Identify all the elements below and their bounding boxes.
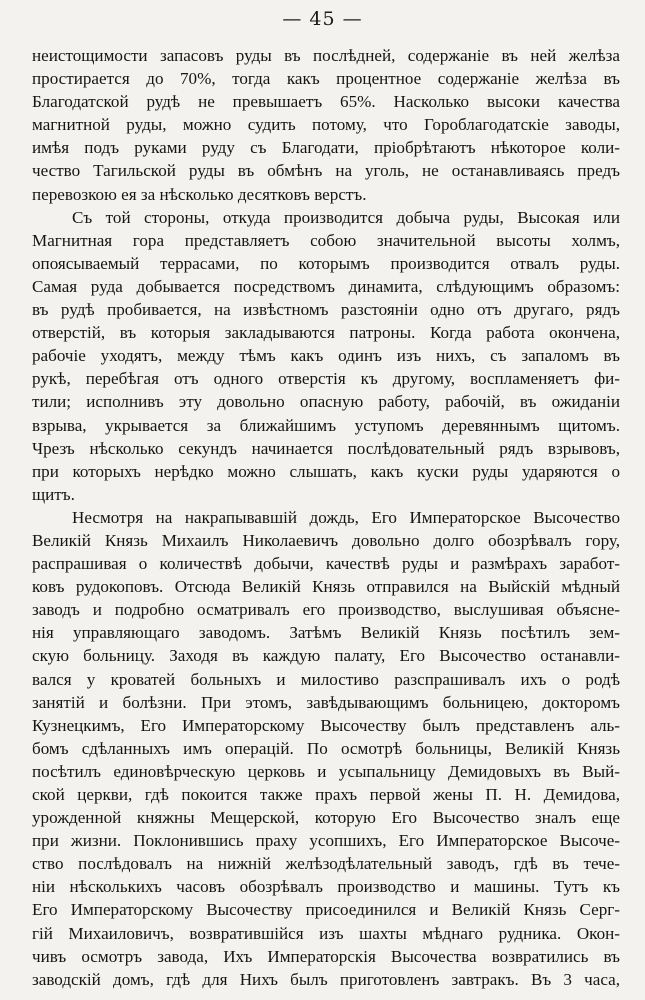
text-line: Самая руда добывается посредствомъ динамита, слѣдующимъ образомъ: [32, 276, 620, 296]
text-line: Его Императорскому Высочеству присоединился и Великій Князь Серг- [32, 900, 620, 920]
text-line: Благодатской рудѣ не превышаетъ 65%. Насколько высоки качества [32, 92, 620, 112]
text-line: посѣтилъ единовѣрческую церковь и усыпальницу Демидовыхъ въ Вый- [32, 761, 620, 781]
text-line: простирается до 70%, тогда какъ процентное содержаніе желѣза въ [32, 69, 620, 89]
body-text [32, 44, 620, 991]
text-line: урожденной княжны Мещерской, которую Его Высочество зналъ еще [32, 808, 620, 828]
text-line: опоясываемый террасами, по которымъ производится отвалъ руды. [32, 253, 620, 273]
text-line: въ рудѣ пробивается, на извѣстномъ разстояніи одно отъ другаго, рядъ [32, 300, 620, 320]
text-line: гій Михаиловичъ, возвратившійся изъ шахты мѣднаго рудника. Окон- [32, 923, 620, 943]
text-line: рабочіе уходятъ, между тѣмъ какъ одинъ изъ нихъ, съ запаломъ въ [32, 346, 620, 366]
text-line: ство послѣдовалъ на нижній желѣзодѣлательный заводъ, гдѣ въ тече- [32, 854, 620, 874]
text-line: магнитной руды, можно судить потому, что Гороблагодатскіе заводы, [32, 115, 620, 135]
text-line: Магнитная гора представляетъ собою значительной высоты холмъ, [32, 230, 620, 250]
text-line: вался у кроватей больныхъ и милостиво разспрашивалъ ихъ о родѣ [32, 669, 620, 689]
text-line: ской церкви, гдѣ покоится также прахъ первой жены П. Н. Демидова, [32, 785, 620, 804]
text-line: взрыва, укрывается за ближайшимъ уступомъ деревяннымъ щитомъ. [32, 415, 620, 435]
text-line: при жизни. Поклонившись праху усопшихъ, Его Императорское Высоче- [32, 831, 620, 851]
text-line: тили; исполнивъ эту довольно опасную работу, рабочій, въ ожиданіи [32, 392, 620, 412]
text-line: распрашивая о количествѣ добычи, качествѣ руды и размѣрахъ заработ- [32, 554, 620, 574]
text-line: Кузнецкимъ, Его Императорскому Высочеству былъ представленъ аль- [32, 715, 620, 735]
text-line: нія управляющаго заводомъ. Затѣмъ Великій Князь посѣтилъ зем- [32, 623, 620, 643]
text-line: неистощимости запасовъ руды въ послѣдней, содержаніе въ ней желѣза [32, 46, 620, 65]
text-line: ніи нѣсколькихъ часовъ обозрѣвалъ производство и машины. Тутъ къ [32, 877, 620, 897]
text-line: имѣя подъ руками руду съ Благодати, пріобрѣтаютъ нѣкоторое коли- [32, 138, 620, 158]
paragraph-first-line: Съ той стороны, откуда производится добыча руды, Высокая или [72, 207, 620, 227]
text-line: заводъ и подробно осматривалъ его производство, выслушивая объясне- [32, 600, 620, 620]
text-line: ковъ рудокоповъ. Отсюда Великій Князь отправился на Выйскій мѣдный [32, 577, 620, 597]
text-line: Великій Князь Михаилъ Николаевичъ довольно долго обозрѣвалъ гору, [32, 530, 620, 550]
text-line: чивъ осмотръ завода, Ихъ Императорскія Высочества возвратились въ [32, 946, 620, 966]
page-number: — 45 — [282, 8, 363, 30]
text-line: занятій и болѣзни. При этомъ, завѣдывающимъ больницею, докторомъ [32, 692, 620, 712]
text-line: бомъ сдѣланныхъ имъ операцій. По осмотрѣ больницы, Великій Князь [32, 738, 620, 758]
text-line: рукѣ, перебѣгая отъ одного отверстія къ другому, воспламеняетъ фи- [32, 369, 620, 389]
text-line: чество Тагильской руды въ обмѣнъ на уголь, не останавливаясь предъ [32, 161, 620, 181]
text-line: при которыхъ нерѣдко можно слышать, какъ куски руды ударяются о [32, 461, 620, 481]
text-line: отверстій, въ которыя закладываются патроны. Когда работа окончена, [32, 323, 620, 343]
text-line: заводскій домъ, гдѣ для Нихъ былъ приготовленъ завтракъ. Въ 3 часа, [32, 969, 620, 989]
text-line: скую больницу. Заходя въ каждую палату, Его Высочество останавли- [32, 646, 620, 666]
paragraph-first-line: Несмотря на накрапывавшій дождь, Его Императорское Высочество [72, 507, 620, 527]
text-line: Чрезъ нѣсколько секундъ начинается послѣдовательный рядъ взрывовъ, [32, 438, 620, 458]
text-line: перевозкою ея за нѣсколько десятковъ верстъ. [32, 184, 367, 204]
text-line: щитъ. [32, 484, 75, 504]
